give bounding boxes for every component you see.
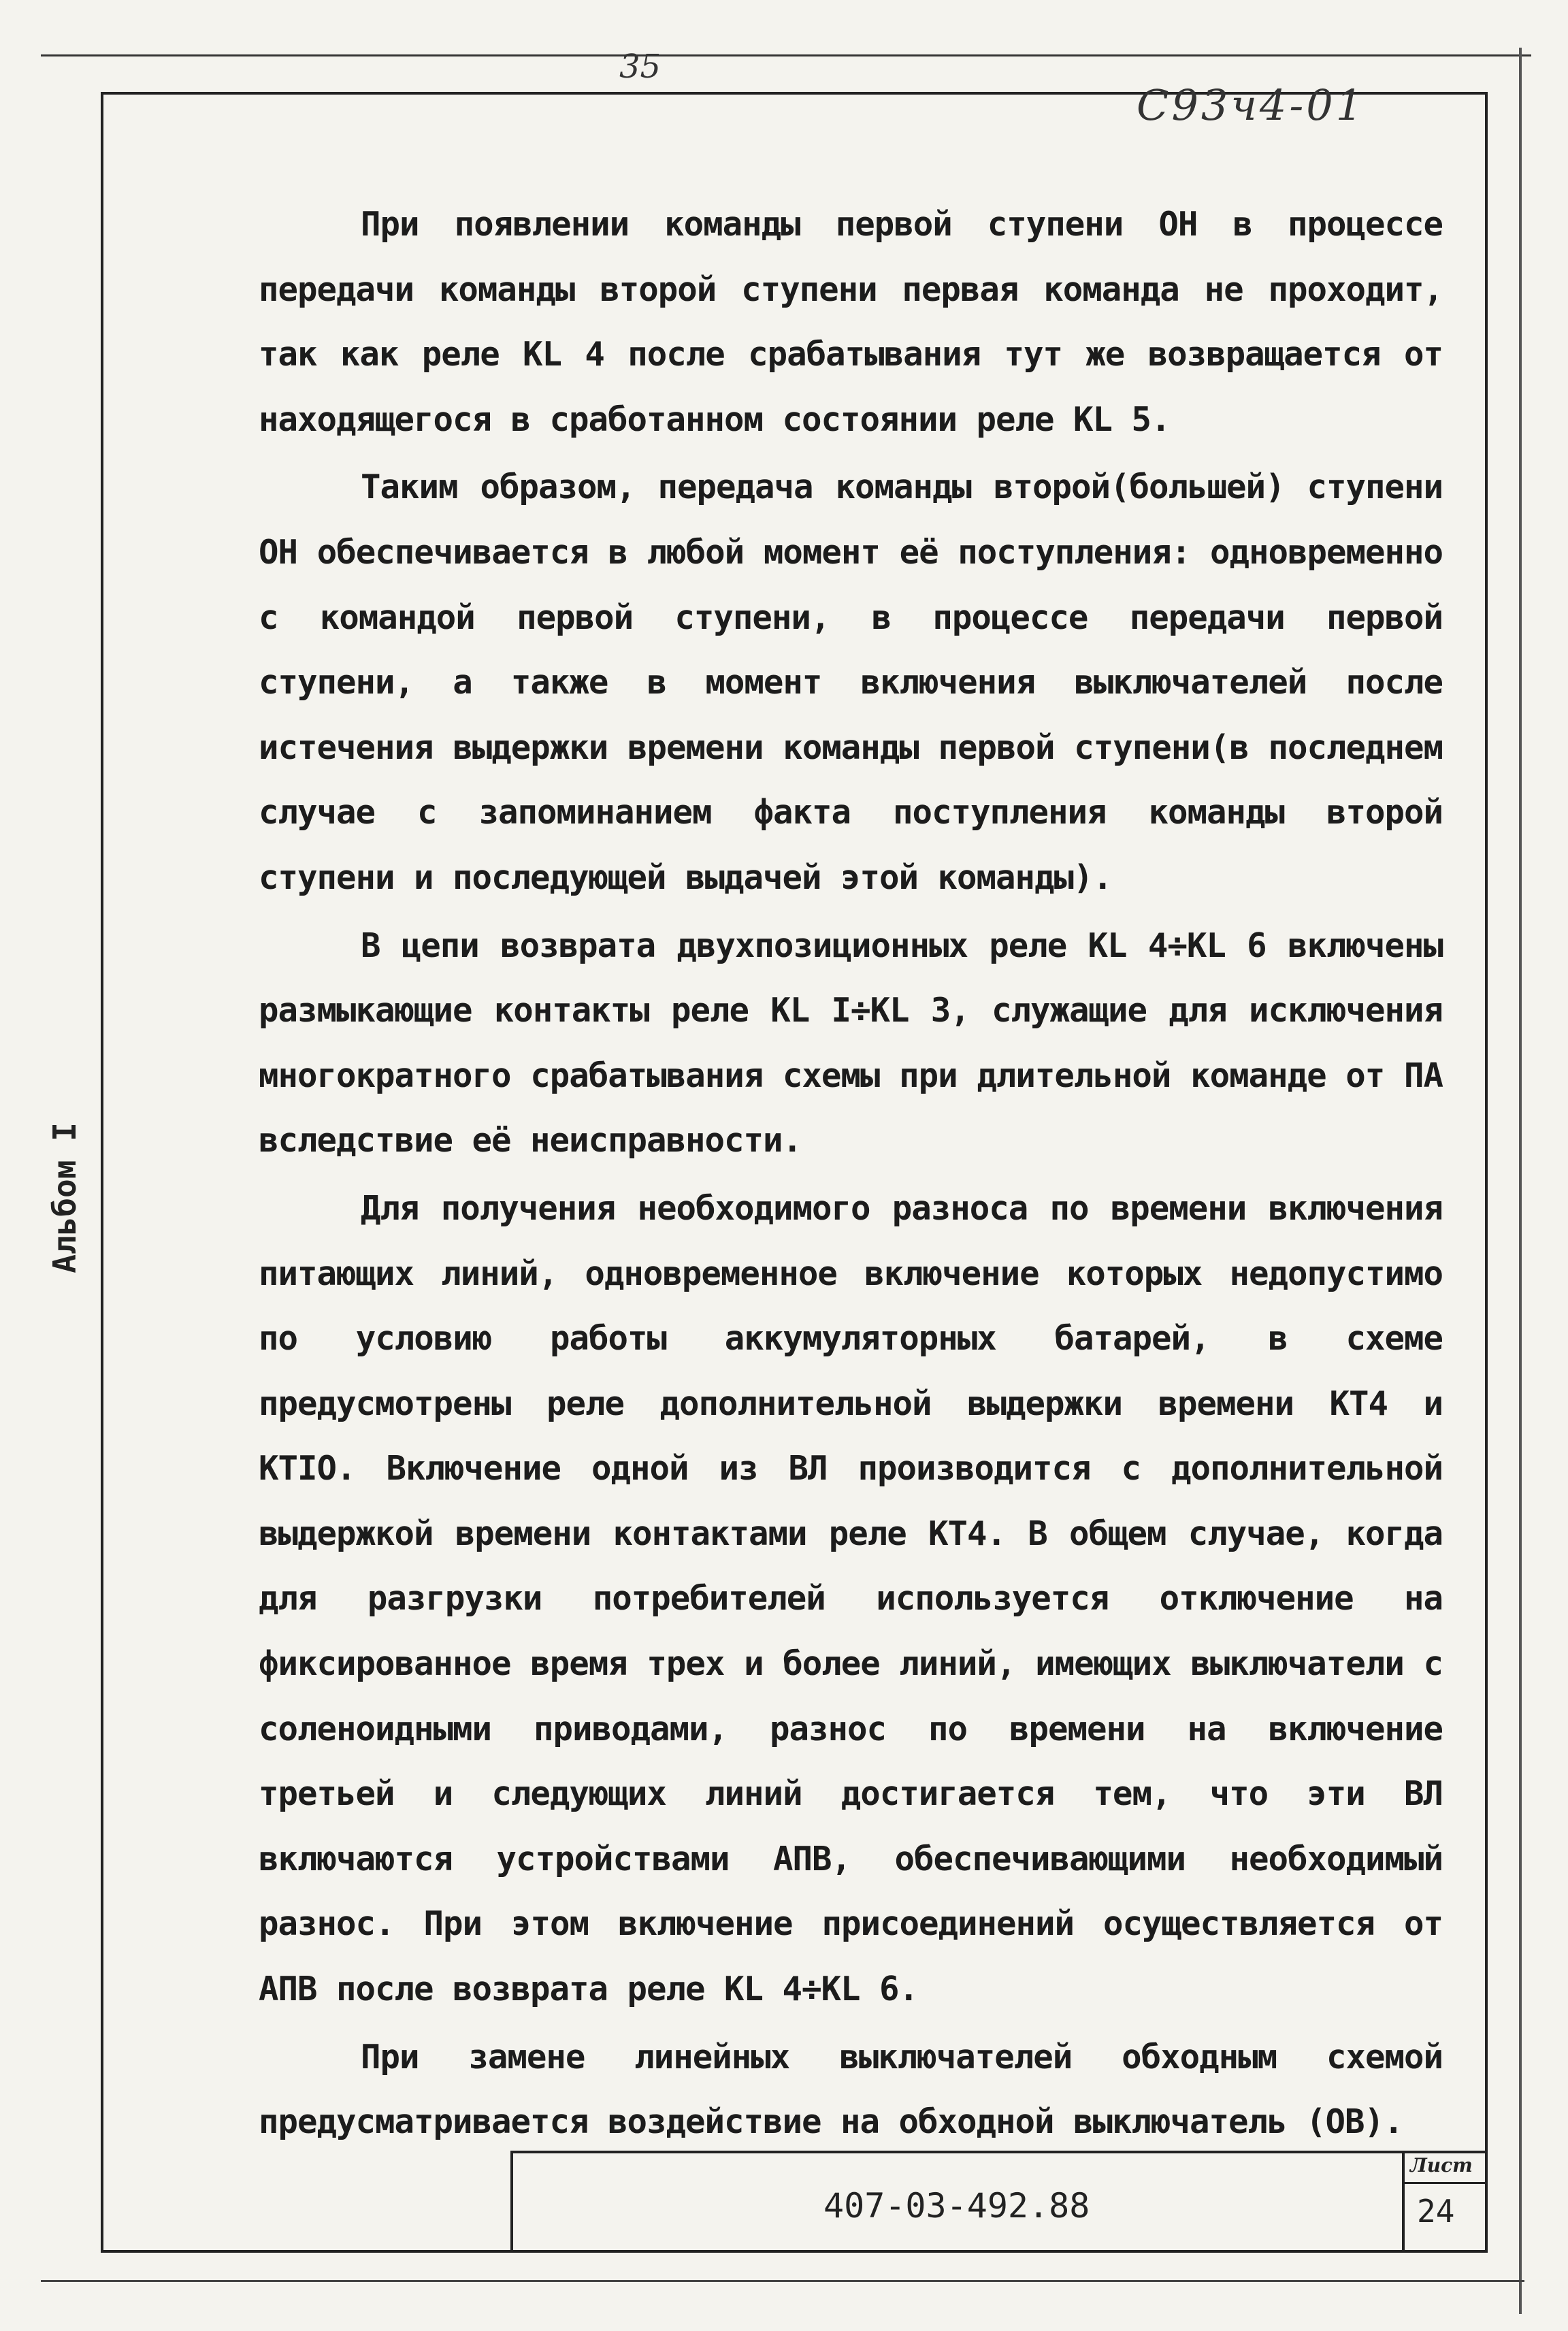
album-label: Альбом I (46, 1122, 83, 1273)
paragraph-5: При замене линейных выключателей обходным схемой предусматривается воздействие на обходной выключатель (ОВ). (259, 2037, 1443, 2142)
paragraph-3: В цепи возврата двухпозиционных реле KL 4÷KL 6 включены размыкающие контакты реле KL I÷KL 3, служащие для исключения многократного срабатывания схемы при длительной команде от ПА вследствие её неисправности. (259, 926, 1443, 1160)
paragraph-4: Для получения необходимого разноса по времени включения питающих линий, одновременное включение которых недопустимо по условию работы аккумуляторных батарей, в схеме предусмотрены реле дополнительной выдержки времени КТ4 и КТIO. Включение одной из ВЛ производится с дополнительной выдержкой времени контактами реле КТ4. В общем случае, когда для разгрузки потребителей используется отключение на фиксированное время трех и более линий, имеющих выключатели с соленоидными приводами, разнос по времени на включение третьей и следующих линий достигается тем, что эти ВЛ включаются устройствами АПВ, обеспечивающими необходимый разнос. При этом включение присоединений осуществляется от АПВ после возврата реле KL 4÷KL 6. (259, 1188, 1443, 2009)
sheet-divider (1402, 2182, 1488, 2184)
bottom-border-line (41, 2280, 1524, 2282)
document-number: 407-03-492.88 (823, 2186, 1090, 2226)
page-number-top: 35 (619, 48, 662, 86)
sheet-number: 24 (1417, 2193, 1455, 2230)
right-border-line (1519, 48, 1522, 2314)
handwritten-doc-code: С93ч4-01 (1137, 80, 1366, 130)
top-border-line (41, 54, 1531, 56)
document-body (259, 192, 1443, 2155)
paragraph-2: Таким образом, передача команды второй(большей) ступени ОН обеспечивается в любой момент её поступления: одновременно с командой первой ступени, в процессе передачи первой ступени, а также в момент включения выключателей после истечения выдержки времени команды первой ступени(в последнем случае с запоминанием факта поступления команды второй ступени и последующей выдачей этой команды). (259, 468, 1443, 897)
paragraph-1: При появлении команды первой ступени ОН в процессе передачи команды второй ступени первая команда не проходит, так как реле KL 4 после срабатывания тут же возвращается от находящегося в сработанном состоянии реле KL 5. (259, 205, 1443, 439)
sheet-label: Лист (1410, 2154, 1473, 2177)
